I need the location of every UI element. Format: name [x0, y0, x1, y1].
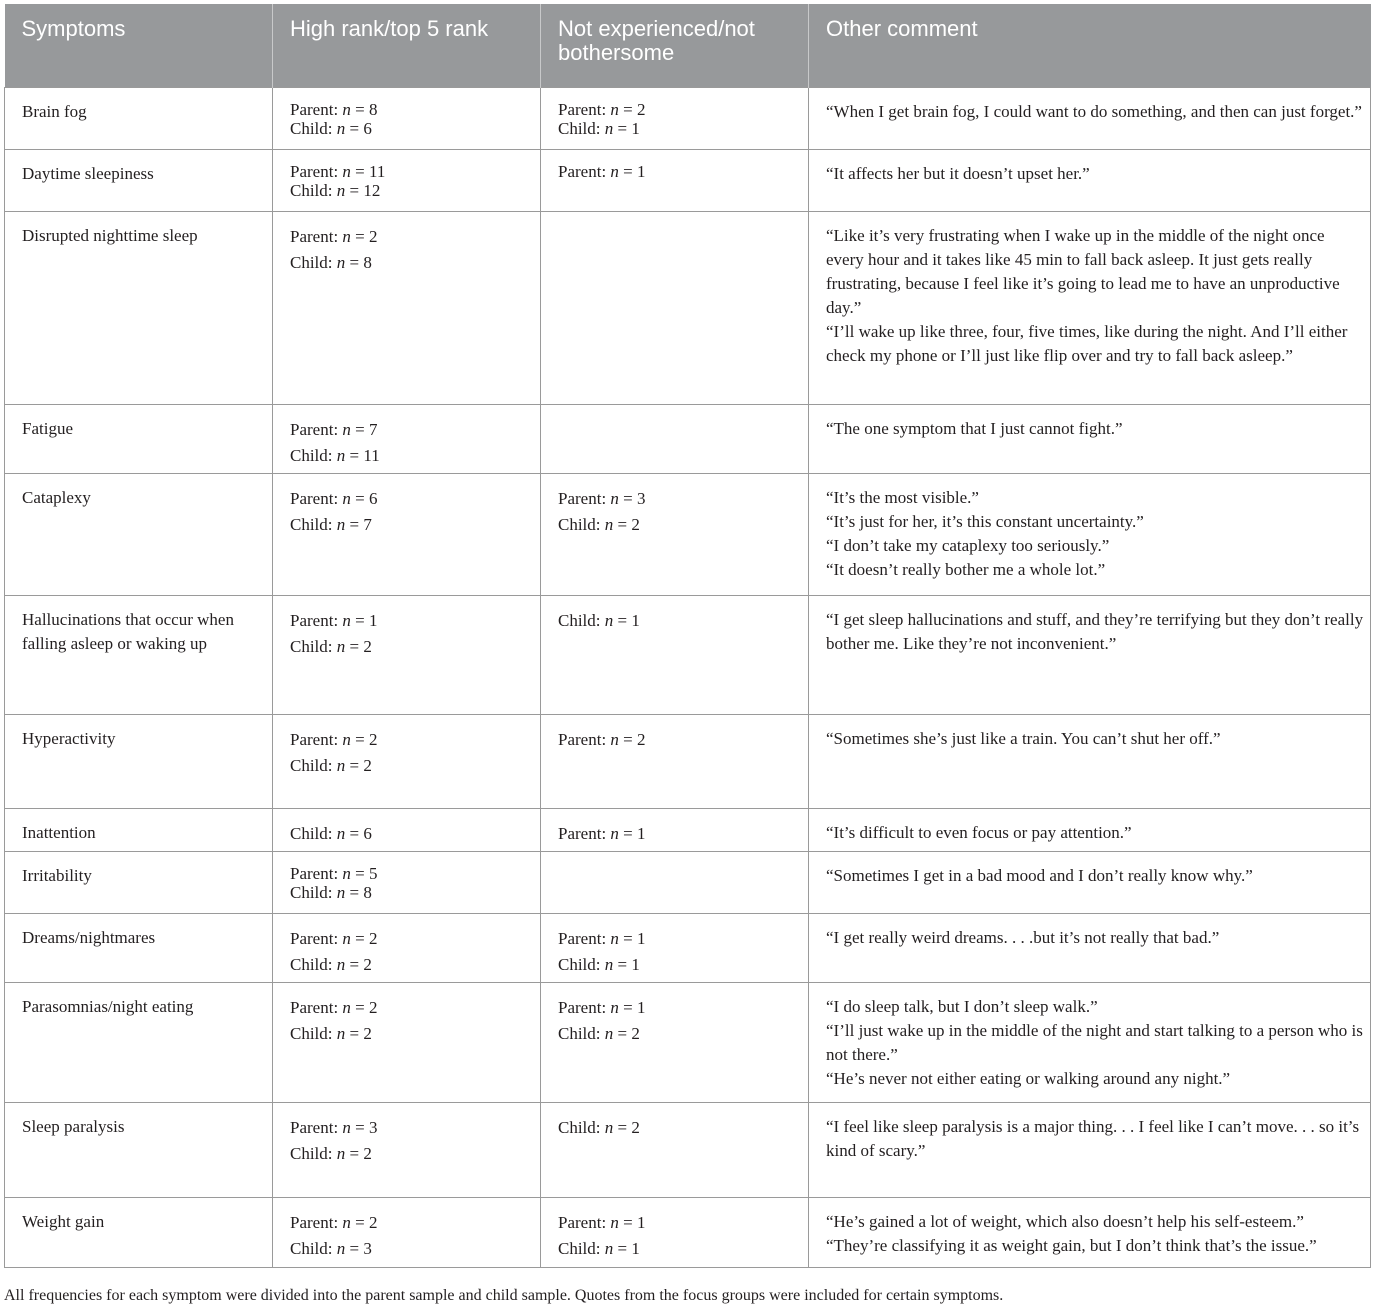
- table-row: [5, 473, 1371, 595]
- symptom-cell: Weight gain: [5, 1197, 273, 1267]
- high-rank-cell: [273, 851, 541, 913]
- frequency-entry: Parent: n = 5: [290, 863, 378, 883]
- count-value: 2: [363, 636, 372, 656]
- frequency-entry: Parent: n = 1: [558, 823, 646, 843]
- count-value: 1: [369, 610, 378, 630]
- count-value: 2: [369, 729, 378, 749]
- count-value: 12: [363, 180, 381, 200]
- frequency-entry: Child: n = 6: [290, 823, 372, 843]
- high-rank-cell: [273, 1102, 541, 1197]
- count-value: 2: [363, 954, 372, 974]
- n-symbol: n: [342, 161, 351, 181]
- count-value: 8: [363, 882, 372, 902]
- comment-quote: “I’ll wake up like three, four, five times, like during the night. And I’ll either check my phone or I’ll just like flip over and try to fall back asleep.”: [826, 321, 1348, 365]
- comment-quote: “He’s gained a lot of weight, which also doesn’t help his self-esteem.”: [826, 1211, 1304, 1231]
- comment-cell: [809, 808, 1371, 851]
- frequency-entry: Parent: n = 2: [290, 729, 378, 749]
- n-symbol: n: [336, 118, 346, 138]
- not-bothersome-cell: [541, 595, 809, 714]
- group-label: Parent: [558, 928, 602, 948]
- count-value: 2: [363, 1023, 372, 1043]
- not-bothersome-cell: [541, 851, 809, 913]
- count-value: 1: [631, 1238, 640, 1258]
- group-label: Parent: [290, 928, 334, 948]
- table-body: [5, 87, 1371, 1267]
- frequency-entry: Child: n = 2: [558, 514, 640, 534]
- not-bothersome-cell: [541, 149, 809, 211]
- group-label: Child: [290, 252, 328, 272]
- header-not-experienced: Not experienced/not bothersome: [541, 4, 809, 87]
- n-symbol: n: [610, 99, 619, 119]
- group-label: Parent: [290, 419, 334, 439]
- frequency-entry: Child: n = 2: [290, 636, 372, 656]
- frequency-entry: Child: n = 2: [290, 1023, 372, 1043]
- count-value: 7: [363, 514, 372, 534]
- comment-quote: “I’ll just wake up in the middle of the night and start talking to a person who is not there.”: [826, 1020, 1363, 1064]
- symptom-cell: Fatigue: [5, 404, 273, 473]
- comment-quote: “He’s never not either eating or walking around any night.”: [826, 1068, 1231, 1088]
- comment-quote: “I don’t take my cataplexy too seriously.”: [826, 535, 1110, 555]
- symptom-cell: Disrupted nighttime sleep: [5, 211, 273, 404]
- group-label: Child: [290, 882, 328, 902]
- not-bothersome-cell: [541, 714, 809, 808]
- n-symbol: n: [604, 514, 614, 534]
- frequency-entry: Child: n = 3: [290, 1238, 372, 1258]
- group-label: Parent: [290, 610, 334, 630]
- comment-cell: [809, 149, 1371, 211]
- n-symbol: n: [336, 180, 346, 200]
- high-rank-cell: [273, 1197, 541, 1267]
- count-value: 5: [369, 863, 378, 883]
- count-value: 1: [631, 610, 640, 630]
- group-label: Child: [290, 1238, 328, 1258]
- group-label: Parent: [558, 823, 602, 843]
- comment-quote: “When I get brain fog, I could want to do something, and then can just forget.”: [826, 101, 1362, 121]
- group-label: Parent: [558, 997, 602, 1017]
- table-row: [5, 1102, 1371, 1197]
- count-value: 3: [369, 1117, 378, 1137]
- group-label: Parent: [290, 99, 334, 119]
- n-symbol: n: [342, 610, 351, 630]
- comment-quote: “They’re classifying it as weight gain, but I don’t think that’s the issue.”: [826, 1235, 1317, 1255]
- group-label: Child: [290, 823, 328, 843]
- frequency-entry: Child: n = 1: [558, 1238, 640, 1258]
- n-symbol: n: [336, 252, 346, 272]
- frequency-entry: Child: n = 6: [290, 118, 372, 138]
- frequency-entry: Parent: n = 1: [558, 928, 646, 948]
- frequency-entry: Parent: n = 2: [290, 928, 378, 948]
- n-symbol: n: [610, 928, 619, 948]
- not-bothersome-cell: [541, 1197, 809, 1267]
- table-row: [5, 595, 1371, 714]
- count-value: 2: [369, 997, 378, 1017]
- frequency-entry: Child: n = 11: [290, 445, 380, 465]
- table-row: [5, 87, 1371, 149]
- comment-cell: [809, 404, 1371, 473]
- group-label: Child: [290, 636, 328, 656]
- comment-cell: [809, 851, 1371, 913]
- group-label: Child: [558, 1238, 596, 1258]
- group-label: Child: [558, 514, 596, 534]
- high-rank-cell: [273, 87, 541, 149]
- group-label: Child: [558, 1117, 596, 1137]
- header-other-comment: Other comment: [809, 4, 1371, 87]
- symptom-cell: Cataplexy: [5, 473, 273, 595]
- group-label: Parent: [290, 729, 334, 749]
- table-row: [5, 808, 1371, 851]
- group-label: Child: [558, 954, 596, 974]
- table-row: [5, 982, 1371, 1102]
- count-value: 6: [363, 823, 372, 843]
- frequency-entry: Child: n = 2: [290, 954, 372, 974]
- n-symbol: n: [604, 1117, 614, 1137]
- count-value: 1: [631, 954, 640, 974]
- group-label: Parent: [558, 161, 602, 181]
- n-symbol: n: [342, 1117, 351, 1137]
- comment-cell: [809, 982, 1371, 1102]
- frequency-entry: Parent: n = 2: [558, 99, 646, 119]
- frequency-entry: Parent: n = 11: [290, 161, 386, 181]
- symptom-cell: Dreams/nightmares: [5, 913, 273, 982]
- n-symbol: n: [604, 954, 614, 974]
- symptom-cell: Inattention: [5, 808, 273, 851]
- count-value: 2: [631, 514, 640, 534]
- n-symbol: n: [604, 118, 614, 138]
- frequency-entry: Parent: n = 6: [290, 488, 378, 508]
- comment-quote: “It’s difficult to even focus or pay attention.”: [826, 822, 1132, 842]
- n-symbol: n: [342, 997, 351, 1017]
- table-row: [5, 404, 1371, 473]
- n-symbol: n: [610, 1212, 619, 1232]
- comment-cell: [809, 1102, 1371, 1197]
- frequency-entry: Child: n = 8: [290, 252, 372, 272]
- frequency-entry: Parent: n = 8: [290, 99, 378, 119]
- count-value: 2: [369, 928, 378, 948]
- group-label: Child: [290, 118, 328, 138]
- count-value: 1: [637, 823, 646, 843]
- count-value: 2: [369, 1212, 378, 1232]
- group-label: Child: [290, 1023, 328, 1043]
- header-high-rank: High rank/top 5 rank: [273, 4, 541, 87]
- n-symbol: n: [336, 882, 346, 902]
- table-row: [5, 714, 1371, 808]
- n-symbol: n: [342, 226, 351, 246]
- count-value: 2: [631, 1023, 640, 1043]
- n-symbol: n: [610, 997, 619, 1017]
- frequency-entry: Child: n = 2: [290, 1143, 372, 1163]
- comment-cell: [809, 87, 1371, 149]
- comment-quote: “Like it’s very frustrating when I wake up in the middle of the night once every hour and it takes like 45 min to fall back asleep. It just gets really frustrating, because I feel like it’s going to lead me to have an unproductive day.”: [826, 225, 1340, 317]
- count-value: 11: [369, 161, 386, 181]
- high-rank-cell: [273, 211, 541, 404]
- high-rank-cell: [273, 595, 541, 714]
- n-symbol: n: [610, 488, 619, 508]
- group-label: Child: [558, 118, 596, 138]
- group-label: Parent: [558, 1212, 602, 1232]
- group-label: Parent: [558, 488, 602, 508]
- frequency-entry: Parent: n = 3: [290, 1117, 378, 1137]
- comment-cell: [809, 595, 1371, 714]
- comment-quote: “I get really weird dreams. . . .but it’s not really that bad.”: [826, 927, 1220, 947]
- frequency-entry: Child: n = 12: [290, 180, 381, 200]
- group-label: Child: [558, 1023, 596, 1043]
- frequency-entry: Child: n = 1: [558, 610, 640, 630]
- high-rank-cell: [273, 404, 541, 473]
- frequency-entry: Parent: n = 2: [558, 729, 646, 749]
- n-symbol: n: [342, 488, 351, 508]
- frequency-entry: Parent: n = 2: [290, 226, 378, 246]
- comment-cell: [809, 714, 1371, 808]
- high-rank-cell: [273, 149, 541, 211]
- group-label: Parent: [290, 226, 334, 246]
- n-symbol: n: [336, 636, 346, 656]
- high-rank-cell: [273, 982, 541, 1102]
- frequency-entry: Child: n = 2: [558, 1117, 640, 1137]
- high-rank-cell: [273, 714, 541, 808]
- group-label: Parent: [290, 863, 334, 883]
- group-label: Parent: [290, 1212, 334, 1232]
- comment-quote: “I do sleep talk, but I don’t sleep walk.”: [826, 996, 1098, 1016]
- group-label: Child: [290, 514, 328, 534]
- count-value: 6: [369, 488, 378, 508]
- group-label: Child: [290, 1143, 328, 1163]
- n-symbol: n: [336, 445, 346, 465]
- symptom-cell: Sleep paralysis: [5, 1102, 273, 1197]
- count-value: 2: [363, 755, 372, 775]
- n-symbol: n: [342, 928, 351, 948]
- count-value: 1: [637, 928, 646, 948]
- n-symbol: n: [604, 610, 614, 630]
- group-label: Child: [290, 755, 328, 775]
- group-label: Parent: [290, 161, 334, 181]
- n-symbol: n: [336, 1023, 346, 1043]
- symptom-cell: Brain fog: [5, 87, 273, 149]
- group-label: Child: [290, 954, 328, 974]
- comment-cell: [809, 473, 1371, 595]
- n-symbol: n: [610, 729, 619, 749]
- group-label: Parent: [558, 99, 602, 119]
- count-value: 2: [637, 99, 646, 119]
- comment-quote: “It’s the most visible.”: [826, 487, 979, 507]
- group-label: Child: [290, 180, 328, 200]
- count-value: 1: [637, 161, 646, 181]
- comment-quote: “The one symptom that I just cannot fight.”: [826, 418, 1123, 438]
- symptom-cell: Parasomnias/night eating: [5, 982, 273, 1102]
- count-value: 1: [637, 997, 646, 1017]
- not-bothersome-cell: [541, 982, 809, 1102]
- count-value: 8: [363, 252, 372, 272]
- frequency-entry: Child: n = 1: [558, 118, 640, 138]
- not-bothersome-cell: [541, 473, 809, 595]
- count-value: 2: [631, 1117, 640, 1137]
- table-row: [5, 211, 1371, 404]
- group-label: Child: [290, 445, 328, 465]
- table-row: [5, 149, 1371, 211]
- comment-quote: “It affects her but it doesn’t upset her.”: [826, 163, 1090, 183]
- count-value: 3: [637, 488, 646, 508]
- comment-quote: “I get sleep hallucinations and stuff, and they’re terrifying but they don’t really bother me. Like they’re not inconvenient.”: [826, 609, 1364, 653]
- not-bothersome-cell: [541, 913, 809, 982]
- n-symbol: n: [604, 1023, 614, 1043]
- group-label: Child: [558, 610, 596, 630]
- n-symbol: n: [336, 1143, 346, 1163]
- n-symbol: n: [342, 419, 351, 439]
- count-value: 1: [631, 118, 640, 138]
- n-symbol: n: [336, 1238, 346, 1258]
- header-row: [5, 4, 1371, 87]
- frequency-entry: Child: n = 2: [290, 755, 372, 775]
- not-bothersome-cell: [541, 87, 809, 149]
- group-label: Parent: [558, 729, 602, 749]
- frequency-entry: Parent: n = 2: [290, 1212, 378, 1232]
- n-symbol: n: [604, 1238, 614, 1258]
- high-rank-cell: [273, 913, 541, 982]
- table-row: [5, 851, 1371, 913]
- comment-quote: “Sometimes she’s just like a train. You can’t shut her off.”: [826, 728, 1221, 748]
- n-symbol: n: [610, 823, 619, 843]
- group-label: Parent: [290, 488, 334, 508]
- group-label: Parent: [290, 1117, 334, 1137]
- frequency-entry: Child: n = 1: [558, 954, 640, 974]
- count-value: 6: [363, 118, 372, 138]
- frequency-entry: Child: n = 8: [290, 882, 372, 902]
- frequency-entry: Parent: n = 2: [290, 997, 378, 1017]
- frequency-entry: Parent: n = 1: [558, 1212, 646, 1232]
- count-value: 11: [363, 445, 380, 465]
- header-symptoms: Symptoms: [5, 4, 273, 87]
- count-value: 8: [369, 99, 378, 119]
- n-symbol: n: [336, 954, 346, 974]
- count-value: 2: [369, 226, 378, 246]
- not-bothersome-cell: [541, 1102, 809, 1197]
- comment-quote: “Sometimes I get in a bad mood and I don’t really know why.”: [826, 865, 1253, 885]
- frequency-entry: Child: n = 7: [290, 514, 372, 534]
- n-symbol: n: [342, 1212, 351, 1232]
- symptoms-table: [4, 4, 1371, 1268]
- symptom-cell: Daytime sleepiness: [5, 149, 273, 211]
- comment-quote: “It’s just for her, it’s this constant uncertainty.”: [826, 511, 1144, 531]
- comment-cell: [809, 1197, 1371, 1267]
- comment-cell: [809, 913, 1371, 982]
- n-symbol: n: [342, 729, 351, 749]
- frequency-entry: Parent: n = 1: [290, 610, 378, 630]
- n-symbol: n: [336, 755, 346, 775]
- symptom-cell: Hyperactivity: [5, 714, 273, 808]
- table-footnote: All frequencies for each symptom were divided into the parent sample and child sample. Quotes from the focus groups were included for certain symptoms.: [4, 1287, 1004, 1304]
- table-row: [5, 1197, 1371, 1267]
- count-value: 3: [363, 1238, 372, 1258]
- count-value: 2: [637, 729, 646, 749]
- not-bothersome-cell: [541, 404, 809, 473]
- comment-cell: [809, 211, 1371, 404]
- frequency-entry: Parent: n = 3: [558, 488, 646, 508]
- symptom-cell: Irritability: [5, 851, 273, 913]
- count-value: 1: [637, 1212, 646, 1232]
- not-bothersome-cell: [541, 211, 809, 404]
- not-bothersome-cell: [541, 808, 809, 851]
- n-symbol: n: [336, 823, 346, 843]
- n-symbol: n: [336, 514, 346, 534]
- symptom-cell: Hallucinations that occur when falling asleep or waking up: [5, 595, 273, 714]
- frequency-entry: Child: n = 2: [558, 1023, 640, 1043]
- count-value: 7: [369, 419, 378, 439]
- high-rank-cell: [273, 808, 541, 851]
- count-value: 2: [363, 1143, 372, 1163]
- group-label: Parent: [290, 997, 334, 1017]
- comment-quote: “It doesn’t really bother me a whole lot.”: [826, 559, 1106, 579]
- n-symbol: n: [610, 161, 619, 181]
- frequency-entry: Parent: n = 1: [558, 161, 646, 181]
- table-row: [5, 913, 1371, 982]
- frequency-entry: Parent: n = 1: [558, 997, 646, 1017]
- comment-quote: “I feel like sleep paralysis is a major thing. . . I feel like I can’t move. . . so it’s kind of scary.”: [826, 1116, 1360, 1160]
- high-rank-cell: [273, 473, 541, 595]
- frequency-entry: Parent: n = 7: [290, 419, 378, 439]
- n-symbol: n: [342, 99, 351, 119]
- n-symbol: n: [342, 863, 351, 883]
